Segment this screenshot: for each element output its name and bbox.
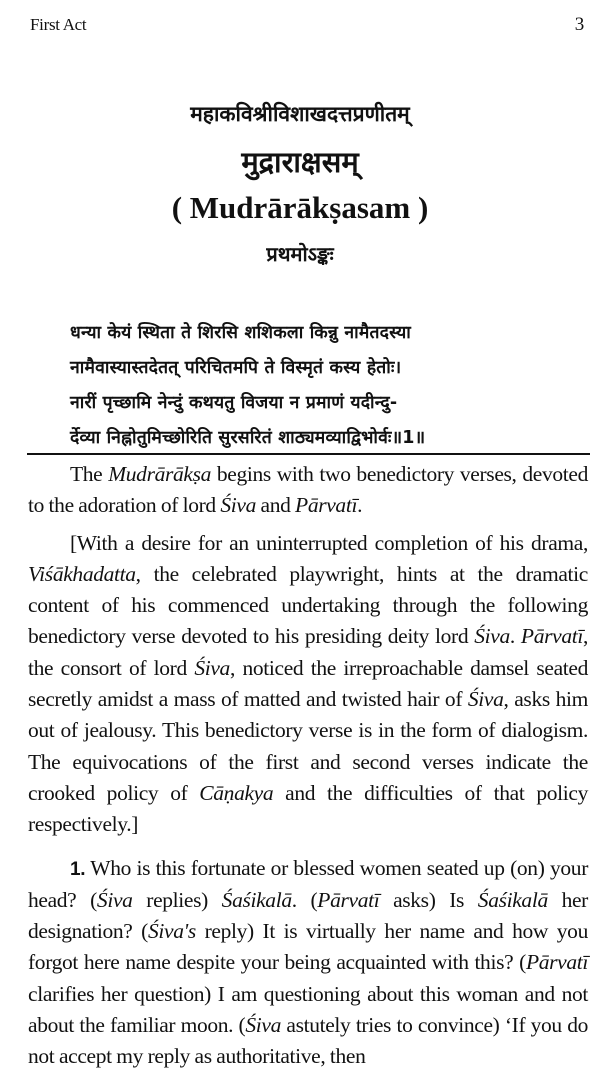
text-run: replies) bbox=[132, 887, 222, 912]
text-run: Who is this fortunate or blessed women seated up (on) your head? ( bbox=[28, 855, 588, 912]
italic-term: Śiva's bbox=[147, 919, 196, 944]
text-run: and bbox=[255, 493, 296, 518]
text-run: . bbox=[509, 624, 521, 649]
translation-paragraph bbox=[28, 853, 588, 1073]
act-heading: प्रथमोऽङ्कः bbox=[266, 242, 334, 266]
italic-term: Śiva bbox=[245, 1013, 281, 1038]
text-run: begins with two benedictory verses, devoted to the adoration of lord bbox=[28, 462, 588, 518]
italic-term: Pārvatī bbox=[525, 950, 588, 975]
running-head bbox=[30, 14, 584, 36]
italic-term: Pārvatī bbox=[520, 624, 583, 649]
italic-term: Śaśikalā bbox=[221, 887, 292, 912]
italic-term: Pārvatī bbox=[317, 887, 380, 912]
intro-paragraph bbox=[28, 459, 588, 522]
author-line: महाकविश्रीविशाखदत्तप्रणीतम् bbox=[190, 102, 410, 126]
verse-line: र्देव्या निह्नोतुमिच्छोरिति सुरसरितं शाठ्यमव्याद्विभोर्वः॥1॥ bbox=[70, 428, 426, 448]
page-number: 3 bbox=[574, 14, 584, 35]
text-run: her designation? ( bbox=[28, 887, 588, 944]
text-run: . bbox=[357, 493, 363, 518]
verse-line: नारीं पृच्छामि नेन्दुं कथयतु विजया न प्रमाणं यदीन्दु- bbox=[70, 393, 398, 413]
commentary-body bbox=[28, 459, 588, 1079]
text-run: asks) Is bbox=[379, 887, 478, 912]
text-run: . ( bbox=[291, 887, 318, 912]
text-run: , the consort of lord bbox=[28, 624, 588, 680]
text-run: clarifies her question) I am questioning about this woman and not about the familiar moon. ( bbox=[28, 981, 588, 1038]
text-run: , the celebrated playwright, hints at the dramatic content of his commenced undertaking through the following benedictory verse devoted to his presiding deity lord bbox=[28, 561, 588, 649]
italic-term: Śiva bbox=[474, 624, 510, 649]
drama-title-devanagari: मुद्राराक्षसम् bbox=[241, 145, 359, 179]
verse-line: नामैवास्यास्तदेतत् परिचितमपि ते विस्मृतं कस्य हेतोः। bbox=[70, 358, 402, 378]
italic-term: Mudrārākṣa bbox=[108, 462, 212, 486]
context-paragraph bbox=[28, 528, 588, 841]
italic-term: Śaśikalā bbox=[477, 887, 548, 912]
text-run: reply) It is virtually her name and how you forgot here name despite your being acquainted with this? ( bbox=[28, 919, 588, 975]
drama-title-roman: ( Mudrārākṣasam ) bbox=[171, 190, 429, 225]
text-run: , asks him out of jealousy. This benedictory verse is in the form of dialogism. The equivocations of the first and second verses indicate the crooked policy of bbox=[28, 687, 588, 805]
italic-term: Viśākhadatta bbox=[28, 561, 136, 586]
text-run: astutely tries to convince) ‘If you do not accept my reply as authoritative, then bbox=[28, 1013, 588, 1069]
italic-term: Śiva bbox=[194, 655, 230, 680]
italic-term: Śiva bbox=[467, 687, 504, 712]
italic-term: Cāṇakya bbox=[199, 780, 274, 805]
italic-term: Śiva bbox=[96, 887, 133, 912]
text-run: , noticed the irreproachable damsel seated secretly amidst a mass of matted and twisted hair of bbox=[28, 655, 588, 712]
text-run: The bbox=[70, 462, 109, 486]
text-run: [With a desire for an uninterrupted completion of his drama, bbox=[70, 530, 588, 555]
text-run: and the difficulties of that policy respectively.] bbox=[28, 780, 588, 837]
verse-line: धन्या केयं स्थिता ते शिरसि शशिकला किन्नु नामैतदस्या bbox=[70, 323, 412, 343]
italic-term: Śiva bbox=[220, 493, 256, 518]
verse-number: 1. bbox=[70, 858, 86, 880]
italic-term: Pārvatī bbox=[295, 493, 358, 518]
verse-divider bbox=[27, 453, 590, 455]
running-title: First Act bbox=[30, 15, 87, 34]
sanskrit-verse bbox=[70, 316, 570, 456]
